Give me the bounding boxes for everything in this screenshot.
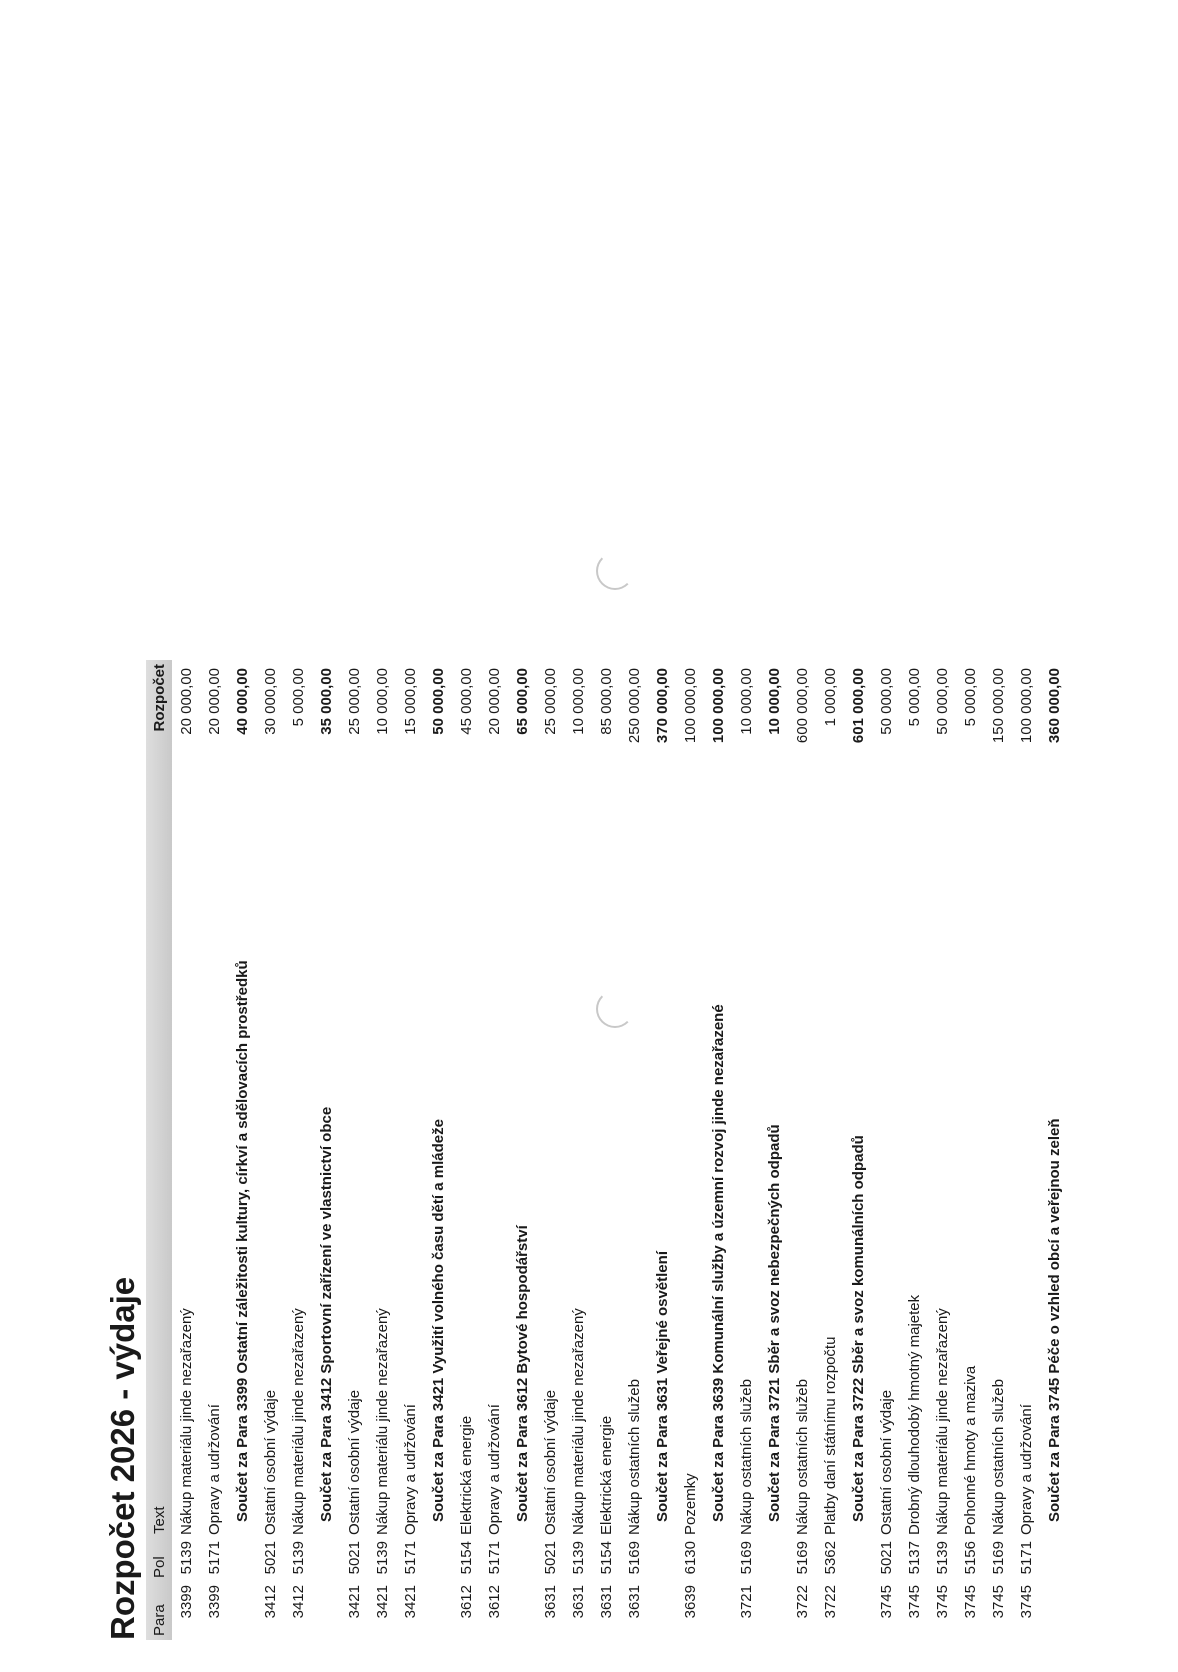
table-row [480,660,508,1640]
cell-amount: 20 000,00 [485,668,503,735]
subtotal-row [1040,660,1068,1640]
subtotal-amount: 370 000,00 [653,668,671,744]
cell-text: Nákup ostatních služeb [737,1379,755,1535]
cell-amount: 150 000,00 [989,668,1007,744]
table-body [172,660,1068,1640]
cell-text: Nákup ostatních služeb [625,1379,643,1535]
subtotal-amount: 10 000,00 [765,668,783,735]
cell-pol: 5021 [345,1541,363,1575]
cell-para: 3745 [1017,1585,1035,1619]
subtotal-amount: 100 000,00 [709,668,727,744]
cell-pol: 6130 [681,1541,699,1575]
cell-para [760,1582,788,1640]
table-row [1012,660,1040,1640]
header-text: Text [146,808,172,1538]
cell-pol: 5362 [821,1541,839,1575]
subtotal-label: Součet za Para 3421 Využití volného času dětí a mládeže [429,1119,447,1522]
cell-para: 3412 [261,1585,279,1619]
cell-text: Elektrická energie [457,1415,475,1535]
cell-pol: 5021 [877,1541,895,1575]
cell-para [648,1582,676,1640]
cell-para: 3745 [989,1585,1007,1619]
subtotal-label: Součet za Para 3639 Komunální služby a územní rozvoj jinde nezařazené [709,1004,727,1522]
cell-text: Opravy a udržování [401,1404,419,1535]
cell-para [704,1582,732,1640]
cell-para: 3412 [289,1585,307,1619]
table-row [340,660,368,1640]
cell-text: Platby daní státnímu rozpočtu [821,1336,839,1535]
table-row [928,660,956,1640]
cell-pol: 5137 [905,1541,923,1575]
cell-pol: 5021 [261,1541,279,1575]
cell-text: Opravy a udržování [1017,1404,1035,1535]
subtotal-amount: 360 000,00 [1045,668,1063,744]
subtotal-amount: 50 000,00 [429,668,447,735]
cell-para: 3745 [961,1585,979,1619]
cell-para: 3631 [541,1585,559,1619]
table-row [788,660,816,1640]
cell-amount: 15 000,00 [401,668,419,735]
cell-text: Ostatní osobní výdaje [541,1389,559,1535]
cell-text: Nákup ostatních služeb [793,1379,811,1535]
cell-amount: 50 000,00 [933,668,951,735]
cell-para: 3612 [457,1585,475,1619]
subtotal-label: Součet za Para 3721 Sběr a svoz nebezpečných odpadů [765,1124,783,1522]
cell-text: Nákup materiálu jinde nezařazený [177,1308,195,1535]
cell-para [508,1582,536,1640]
table-row [956,660,984,1640]
cell-para [424,1582,452,1640]
subtotal-row [844,660,872,1640]
table-row [536,660,564,1640]
cell-text: Nákup materiálu jinde nezařazený [933,1308,951,1535]
header-pol: Pol [146,1538,172,1582]
subtotal-amount: 601 000,00 [849,668,867,744]
header-para: Para [146,1582,172,1640]
cell-pol: 5171 [485,1541,503,1575]
subtotal-row [760,660,788,1640]
table-row [256,660,284,1640]
cell-amount: 100 000,00 [1017,668,1035,744]
table-row [620,660,648,1640]
subtotal-row [424,660,452,1640]
cell-para: 3631 [625,1585,643,1619]
cell-amount: 5 000,00 [961,668,979,727]
cell-para: 3612 [485,1585,503,1619]
table-row [396,660,424,1640]
budget-sheet [100,88,1120,1640]
cell-amount: 5 000,00 [289,668,307,727]
subtotal-amount: 40 000,00 [233,668,251,735]
cell-para [312,1582,340,1640]
subtotal-row [228,660,256,1640]
subtotal-label: Součet za Para 3412 Sportovní zařízení ve vlastnictví obce [317,1106,335,1522]
cell-text: Ostatní osobní výdaje [261,1389,279,1535]
table-row [172,660,200,1640]
cell-pol: 5139 [569,1541,587,1575]
table-row [900,660,928,1640]
subtotal-amount: 65 000,00 [513,668,531,735]
cell-pol: 5171 [1017,1541,1035,1575]
cell-para: 3399 [177,1585,195,1619]
cell-text: Nákup ostatních služeb [989,1379,1007,1535]
cell-text: Opravy a udržování [485,1404,503,1535]
cell-amount: 25 000,00 [541,668,559,735]
subtotal-row [648,660,676,1640]
cell-para: 3745 [933,1585,951,1619]
cell-pol: 5139 [933,1541,951,1575]
cell-pol: 5171 [401,1541,419,1575]
subtotal-row [704,660,732,1640]
subtotal-amount: 35 000,00 [317,668,335,735]
table-row [368,660,396,1640]
cell-text: Pozemky [681,1473,699,1535]
cell-pol: 5171 [205,1541,223,1575]
cell-pol: 5156 [961,1541,979,1575]
cell-amount: 5 000,00 [905,668,923,727]
cell-para [844,1582,872,1640]
cell-para: 3722 [793,1585,811,1619]
cell-para: 3631 [569,1585,587,1619]
cell-amount: 250 000,00 [625,668,643,744]
cell-text: Ostatní osobní výdaje [877,1389,895,1535]
header-amount: Rozpočet [146,660,172,808]
cell-amount: 600 000,00 [793,668,811,744]
cell-amount: 25 000,00 [345,668,363,735]
cell-pol: 5139 [289,1541,307,1575]
cell-text: Opravy a udržování [205,1404,223,1535]
cell-para: 3721 [737,1585,755,1619]
cell-text: Pohonné hmoty a maziva [961,1365,979,1535]
cell-pol: 5169 [793,1541,811,1575]
subtotal-label: Součet za Para 3612 Bytové hospodářství [513,1225,531,1522]
budget-table [146,660,1068,1640]
cell-para [228,1582,256,1640]
cell-pol: 5021 [541,1541,559,1575]
table-header-row [146,660,172,1640]
table-row [592,660,620,1640]
cell-amount: 10 000,00 [373,668,391,735]
table-row [200,660,228,1640]
table-row [452,660,480,1640]
table-row [872,660,900,1640]
cell-text: Elektrická energie [597,1415,615,1535]
cell-text: Nákup materiálu jinde nezařazený [289,1308,307,1535]
subtotal-label: Součet za Para 3399 Ostatní záležitosti kultury, církví a sdělovacích prostředků [233,960,251,1522]
subtotal-row [508,660,536,1640]
cell-para: 3631 [597,1585,615,1619]
cell-text: Drobný dlouhodobý hmotný majetek [905,1294,923,1535]
cell-amount: 85 000,00 [597,668,615,735]
cell-para: 3745 [877,1585,895,1619]
cell-amount: 100 000,00 [681,668,699,744]
cell-text: Nákup materiálu jinde nezařazený [569,1308,587,1535]
cell-para: 3639 [681,1585,699,1619]
cell-amount: 1 000,00 [821,668,839,727]
cell-para: 3421 [345,1585,363,1619]
cell-pol: 5169 [737,1541,755,1575]
cell-amount: 30 000,00 [261,668,279,735]
cell-pol: 5169 [625,1541,643,1575]
table-row [816,660,844,1640]
cell-amount: 45 000,00 [457,668,475,735]
subtotal-row [312,660,340,1640]
cell-pol: 5169 [989,1541,1007,1575]
cell-pol: 5154 [597,1541,615,1575]
cell-para: 3745 [905,1585,923,1619]
cell-text: Nákup materiálu jinde nezařazený [373,1308,391,1535]
table-row [984,660,1012,1640]
cell-amount: 20 000,00 [177,668,195,735]
cell-para [1040,1582,1068,1640]
page-title: Rozpočet 2026 - výdaje [104,1276,141,1640]
cell-para: 3421 [373,1585,391,1619]
table-row [732,660,760,1640]
cell-para: 3421 [401,1585,419,1619]
cell-text: Ostatní osobní výdaje [345,1389,363,1535]
cell-pol: 5154 [457,1541,475,1575]
cell-amount: 10 000,00 [569,668,587,735]
subtotal-label: Součet za Para 3745 Péče o vzhled obcí a veřejnou zeleň [1045,1118,1063,1522]
cell-para: 3399 [205,1585,223,1619]
subtotal-label: Součet za Para 3631 Veřejné osvětlení [653,1251,671,1522]
table-row [564,660,592,1640]
cell-amount: 20 000,00 [205,668,223,735]
cell-para: 3722 [821,1585,839,1619]
table-row [284,660,312,1640]
cell-amount: 10 000,00 [737,668,755,735]
cell-amount: 50 000,00 [877,668,895,735]
table-row [676,660,704,1640]
cell-pol: 5139 [373,1541,391,1575]
subtotal-label: Součet za Para 3722 Sběr a svoz komunálních odpadů [849,1135,867,1522]
cell-pol: 5139 [177,1541,195,1575]
